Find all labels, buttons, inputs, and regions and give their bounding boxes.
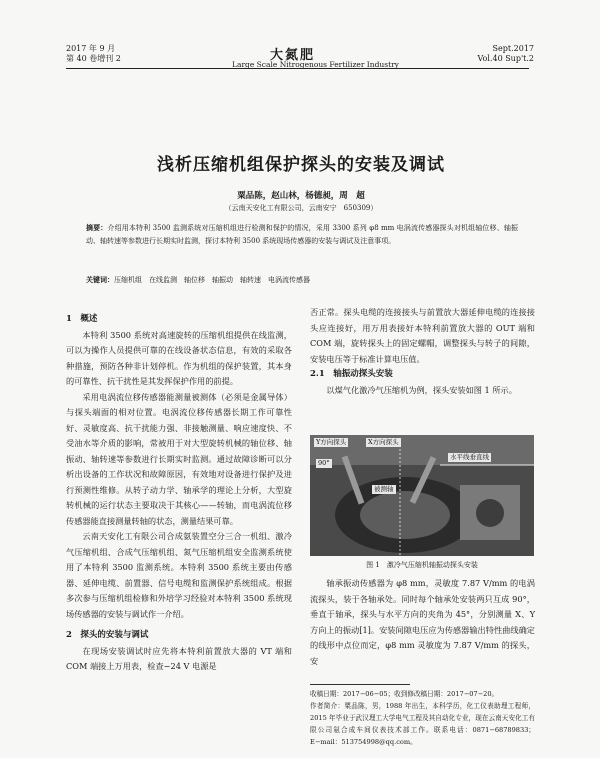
footnote xyxy=(310,688,535,748)
header-date-cn: 2017 年 9 月 xyxy=(66,44,116,53)
paragraph: 以煤气化激冷气压缩机为例，探头安装如图 1 所示。 xyxy=(326,384,517,395)
footnote-received: 收稿日期：2017−06−05；收到修改稿日期：2017−07−20。 xyxy=(310,690,499,698)
section-1-heading: 1 概述 xyxy=(66,314,98,324)
header-volume-cn: 第 40 卷增刊 2 xyxy=(66,54,121,63)
header-volume-en: Vol.40 Sup't.2 xyxy=(477,54,534,63)
probe-installation-photo xyxy=(310,435,534,556)
authors: 粟品陈，赵山林，杨德昶，周 超 xyxy=(237,191,365,201)
header-date-en: Sept.2017 xyxy=(492,44,534,53)
section-2-heading: 2 探头的安装与调试 xyxy=(66,630,149,640)
paragraph: 云南天安化工有限公司合成氨装置空分三合一机组、激冷气压缩机组、合成气压缩机组、氮气压缩机组安全监测系统使用了本特利 3500 监测系统。本特利 3500 系统主要由传感器、延伸电缆、前置器、信号电缆和监测保护系统组成。根据多次参与压缩机组检修和外培学习经验对本特利 3500 系统现场传感器的安装与调试作一介绍。 xyxy=(66,531,292,619)
paragraph: 本特利 3500 系统对高速旋转的压缩机组提供在线监测，可以为操作人员提供可靠的在线设备状态信息，有效的采取各种措施，预防各种非计划停机。作为机组的保护装置，其本身的可靠性、抗干扰性是其发挥保护作用的前提。 xyxy=(66,329,292,386)
keywords-text: 压缩机组 在线监测 轴位移 轴振动 轴转速 电涡流传感器 xyxy=(114,276,310,284)
left-column xyxy=(66,312,292,675)
keywords-label: 关键词： xyxy=(86,275,114,284)
right-column-top xyxy=(310,305,535,398)
affiliation: （云南天安化工有限公司，云南安宁 650309） xyxy=(224,204,378,212)
abstract-label: 摘要： xyxy=(86,223,108,232)
right-column-bottom xyxy=(310,576,535,669)
section-2-1-heading: 2.1 轴振动探头安装 xyxy=(310,369,393,379)
keywords xyxy=(86,275,518,285)
paragraph: 轴承振动传感器为 φ8 mm，灵敏度 7.87 V/mm 的电涡流探头，装于各轴承处。同时每个轴承处安装两只互成 90°，垂直于轴承，探头与水平方向的夹角为 45°，分别测量 X、Y 方向上的振动[1]。安装间隙电压应为传感器输出特性曲线确定的线形中点位而定，φ8 mm 灵敏度为 7.87 V/mm 的探头，安 xyxy=(310,578,535,666)
figure-label-x-probe: X方向探头 xyxy=(368,438,399,446)
paragraph: 采用电涡流位移传感器能测量被测体（必须是金属导体）与探头端面的相对位置。电涡流位移传感器长期工作可靠性好、灵敏度高、抗干扰能力强、非接触测量、响应速度快、不受油水等介质的影响，常被用于对大型旋转机械的轴位移、轴振动、轴转速等参数进行长期实时监测。通过故障诊断可以分析出设备的工作状况和故障原因，有效地对设备进行保护及进行预测性维修。从转子动力学、轴承学的理论上分析，大型旋转机械的运行状态主要取决于其核心——转轴，而电涡流位移传感器能直接测量转轴的状态，测量结果可靠。 xyxy=(66,391,292,526)
figure-label-y-probe: Y方向探头 xyxy=(316,438,347,446)
figure-label-horizontal-line: 水平线垂直线 xyxy=(450,453,489,461)
figure-1-caption: 图 1 激冷气压缩机轴振动探头安装 xyxy=(366,561,478,569)
paragraph: 在现场安装调试时应先将本特利前置放大器的 VT 端和 COM 端接上万用表，检查−24 V 电源是 xyxy=(66,645,292,671)
footnote-bio: 作者简介：粟品陈，男，1988 年出生，本科学历，化工仪表助理工程师，2015 年毕业于武汉理工大学电气工程及其自动化专业，现在云南天安化工有限公司氨合成车间仪表技术部工作。联系电话：0871−68789833；E−mail：513754998@qq.com。 xyxy=(310,702,535,746)
journal-title-cn: 大氮肥 xyxy=(270,48,316,63)
figure-label-shaft: 被测轴 xyxy=(374,485,394,493)
header-rule xyxy=(66,68,529,69)
figure-label-angle: 90° xyxy=(318,459,330,467)
paragraph: 否正常。探头电缆的连接接头与前置放大器延伸电缆的连接接头应连接好，用万用表接好本特利前置放大器的 OUT 端和 COM 端，旋转探头上的固定螺帽，调整探头与转子的间隙，安装电压等于标准计算电压值。 xyxy=(310,307,535,364)
journal-title-en: Large Scale Nitrogenous Fertilizer Industry xyxy=(232,60,399,69)
abstract-text: 介绍用本特利 3500 监测系统对压缩机组进行检测和保护的情况，采用 3300 系列 φ8 mm 电涡流传感器探头对机组轴位移、轴振动、轴转速等参数进行长期实时监测，探讨本特利 3500 系统现场传感器的安装与调试及注意事项。 xyxy=(86,224,518,245)
figure-1-photo xyxy=(310,435,534,556)
abstract xyxy=(86,221,518,248)
footnote-rule xyxy=(310,684,410,685)
paper-title: 浅析压缩机组保护探头的安装及调试 xyxy=(157,155,445,175)
